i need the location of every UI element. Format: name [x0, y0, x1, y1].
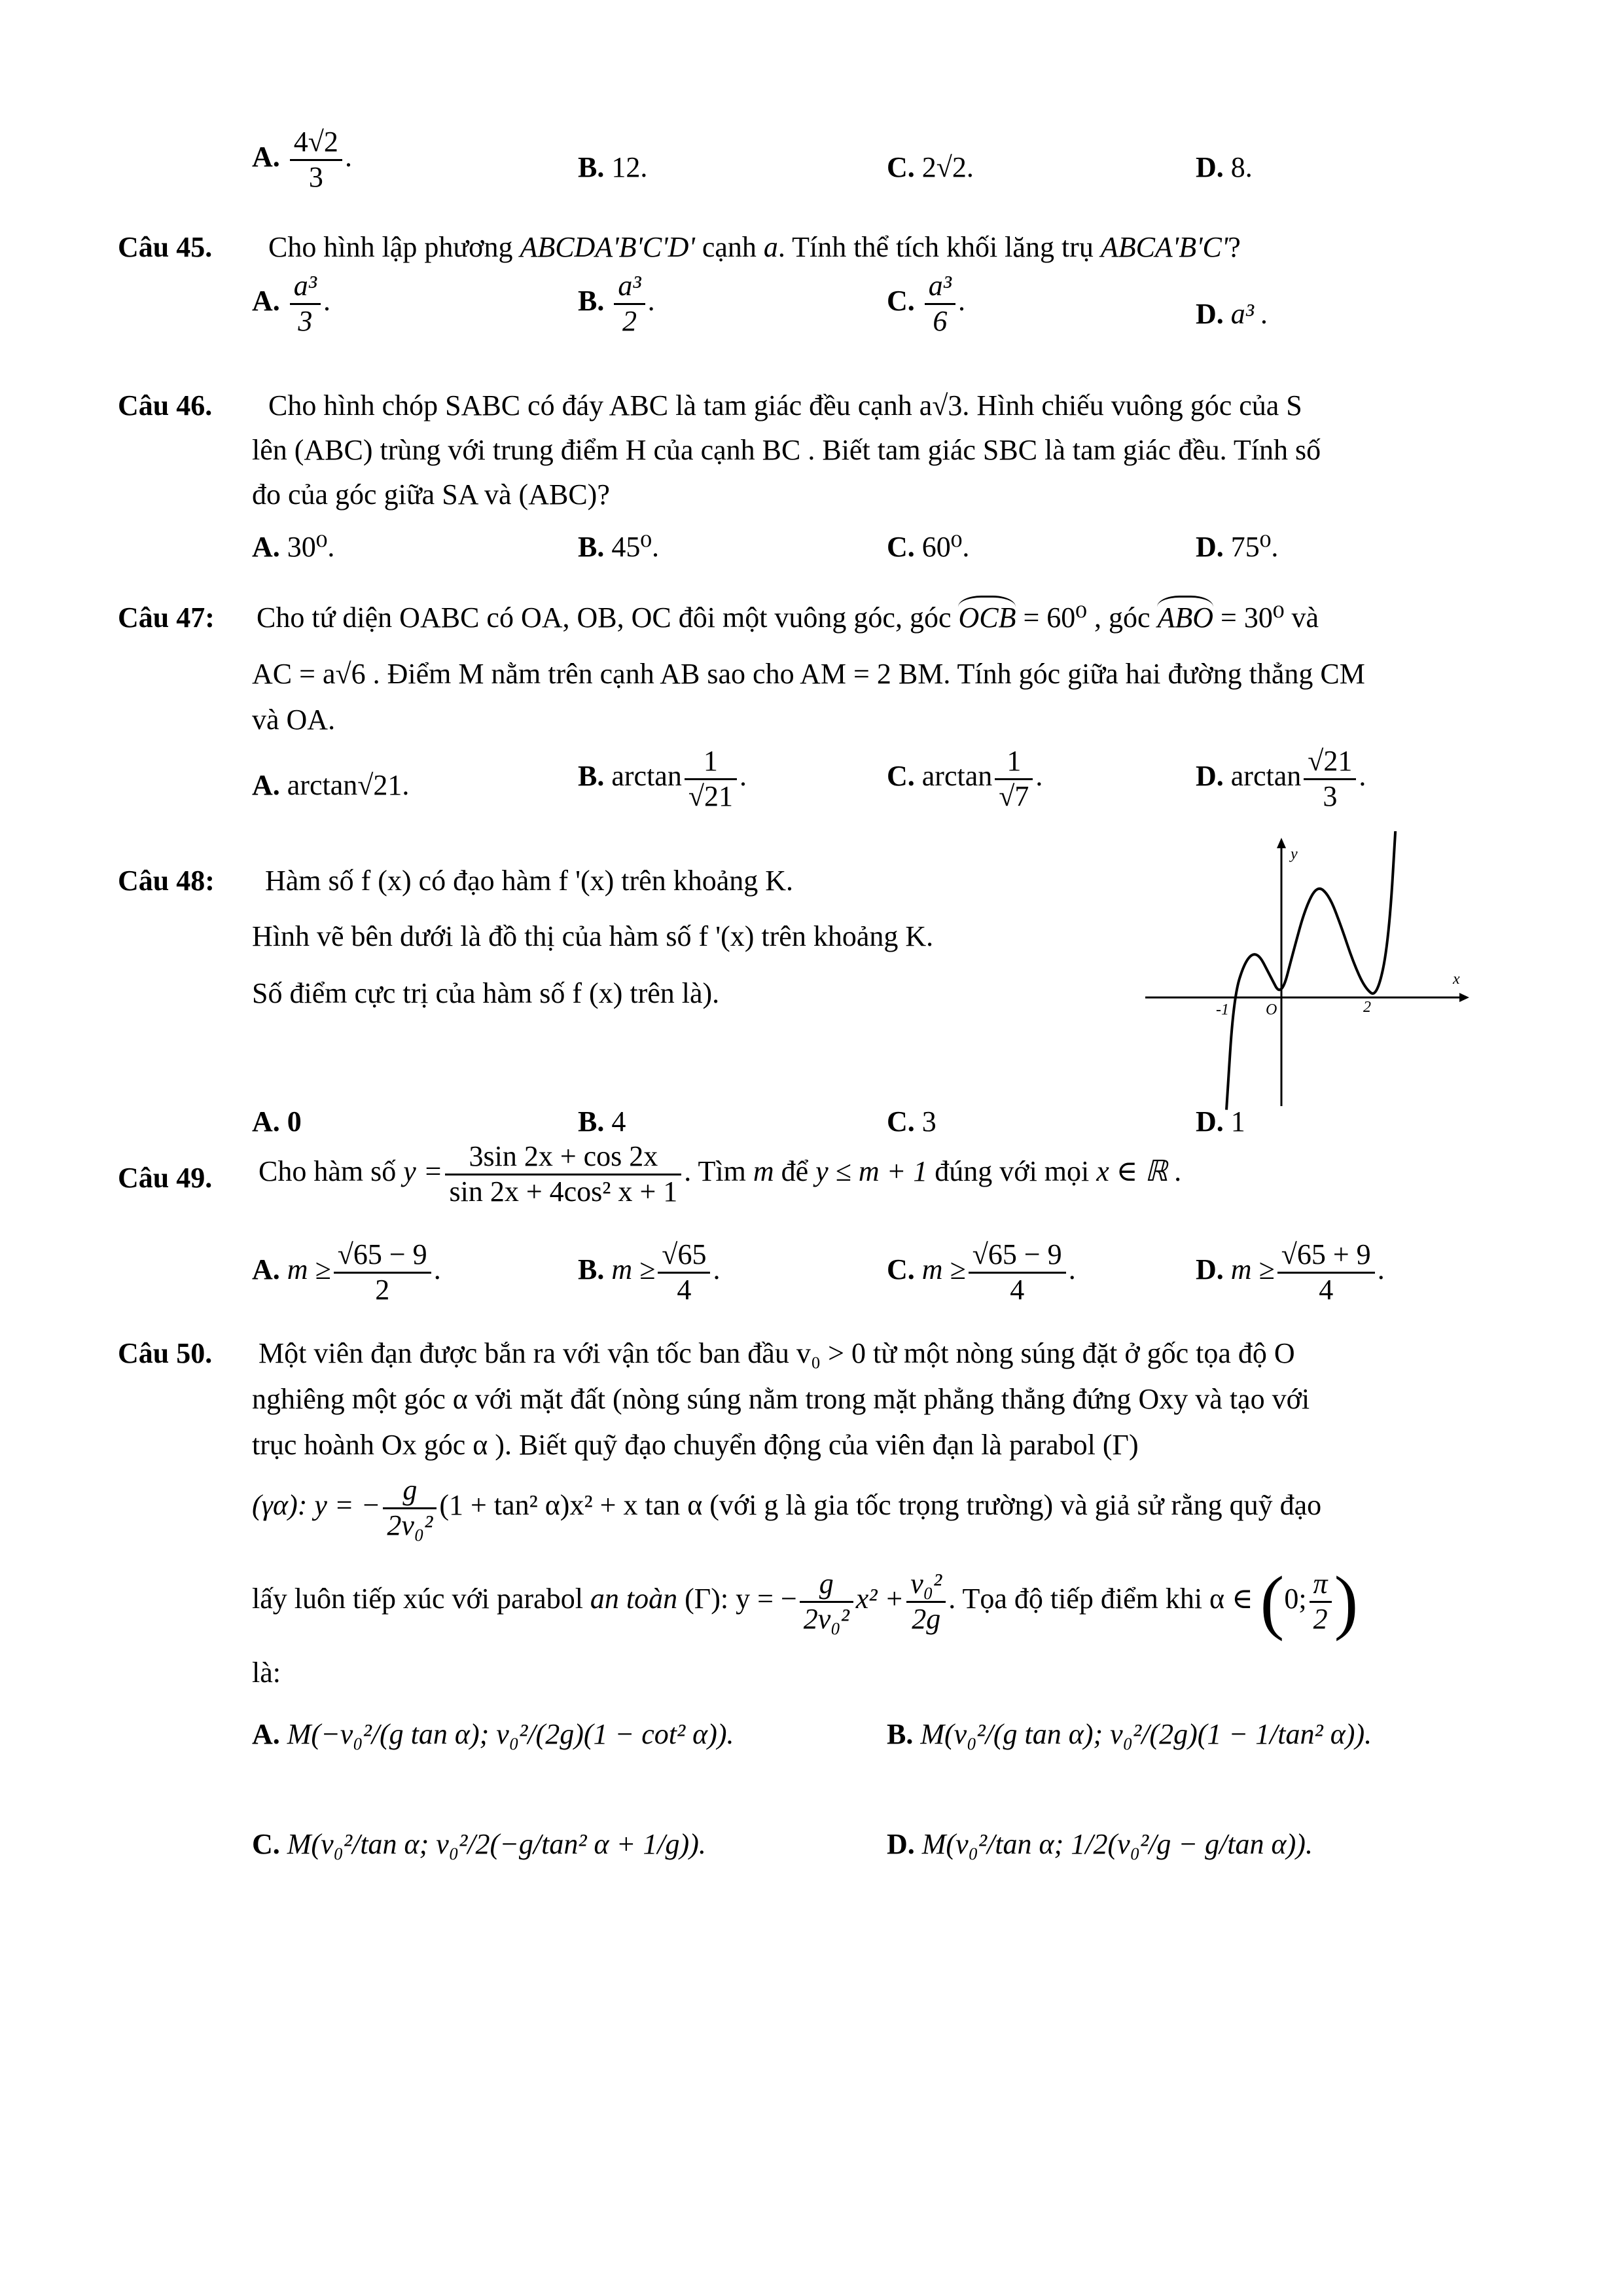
q50-number: Câu 50.	[118, 1337, 213, 1369]
derivative-curve	[1226, 831, 1397, 1110]
fraction: $\frac{\text{a³}}{6}$	[925, 270, 955, 338]
fraction: $\frac{1}{√21}$	[685, 745, 737, 813]
q49-stem: Cho hàm số y = $\frac{3\sin 2x + \cos 2x}{\text{sin 2x + 4cos² x + 1}}$ . Tìm m để y ≤ m + 1 đúng với mọi x ∈ ℝ .	[259, 1140, 1183, 1208]
q44-option-c[interactable]: C. 2√2.	[887, 151, 974, 183]
fraction: $\frac{g}{\text{2v₀²}}$	[383, 1474, 437, 1542]
q45-option-a[interactable]: A. $\frac{\text{a³}}{3}$ .	[252, 270, 330, 337]
q48-line-1: Hàm số f (x) có đạo hàm f '(x) trên khoảng K.	[265, 865, 794, 897]
fraction: $\frac{√21}{3}$	[1304, 745, 1356, 813]
y-axis-arrow-icon	[1277, 838, 1286, 848]
x-axis-label: x	[1453, 971, 1460, 988]
fraction: $\frac{\text{a³}}{3}$	[290, 270, 321, 338]
x-axis-arrow-icon	[1459, 993, 1469, 1002]
q45-option-d[interactable]: D. a³ .	[1196, 298, 1268, 330]
q48-option-c[interactable]: C. 3	[887, 1105, 936, 1138]
angle-abo: ABO	[1157, 596, 1213, 634]
q46-line-1: Cho hình chóp SABC có đáy ABC là tam giác đều cạnh a√3. Hình chiếu vuông góc của S	[268, 389, 1302, 422]
q49-option-c[interactable]: C. m ≥ $\frac{√65 - 9}{4}$ .	[887, 1238, 1076, 1306]
q46-line-2: lên (ABC) trùng với trung điểm H của cạnh BC . Biết tam giác SBC là tam giác đều. Tính số	[252, 434, 1321, 466]
x-tick-label: 2	[1363, 999, 1371, 1016]
q44-option-a[interactable]: A. $\frac{4√2}{3}$ .	[252, 126, 352, 193]
fraction: $\frac{\pi}{2}$	[1310, 1568, 1332, 1636]
q47-option-c[interactable]: C. arctan $\frac{1}{√7}$ .	[887, 745, 1043, 812]
q45-number: Câu 45.	[118, 231, 213, 263]
q46-option-d[interactable]: D. 75⁰.	[1196, 531, 1279, 563]
fraction: $\frac{√65}{4}$	[658, 1238, 710, 1306]
fraction: $\frac{4√2}{3}$	[290, 126, 342, 194]
q46-option-a[interactable]: A. 30⁰.	[252, 531, 335, 563]
q45-option-b[interactable]: B. $\frac{\text{a³}}{2}$ .	[578, 270, 655, 337]
q47-number: Câu 47:	[118, 601, 215, 634]
fraction: $\frac{\text{a³}}{2}$	[614, 270, 645, 338]
fraction: $\frac{√65 + 9}{4}$	[1277, 1238, 1375, 1306]
x-tick-label: -1	[1216, 1001, 1229, 1018]
q47-option-d[interactable]: D. arctan $\frac{√21}{3}$ .	[1196, 745, 1366, 812]
fraction: $\frac{√65 - 9}{2}$	[334, 1238, 431, 1306]
q47-option-b[interactable]: B. arctan $\frac{1}{√21}$ .	[578, 745, 747, 812]
angle-ocb: OCB	[958, 596, 1016, 634]
q47-option-a[interactable]: A. arctan√21.	[252, 769, 410, 801]
origin-label: O	[1266, 1001, 1277, 1018]
fraction: $\frac{1}{√7}$	[995, 745, 1033, 813]
q48-line-3: Số điểm cực trị của hàm số f (x) trên là).	[252, 977, 720, 1009]
q48-number: Câu 48:	[118, 865, 215, 897]
y-axis-label: y	[1291, 846, 1298, 863]
q50-line-4: (γα): y = − $\frac{g}{\text{2v₀²}}$ (1 + tan² α)x² + x tan α (với g là gia tốc trọng trường) và giả sử rằng quỹ đạo	[252, 1474, 1322, 1541]
q45-stem: Cho hình lập phương ABCDA'B'C'D' cạnh a. Tính thể tích khối lăng trụ ABCA'B'C'?	[268, 231, 1241, 263]
q47-line-3: và OA.	[252, 704, 336, 736]
q50-line-6: là:	[252, 1657, 281, 1689]
q50-option-d[interactable]: D. M(v₀²/tan α; 1/2(v₀²/g − g/tan α)).	[887, 1828, 1313, 1860]
q46-number: Câu 46.	[118, 389, 213, 422]
q48-line-2: Hình vẽ bên dưới là đồ thị của hàm số f '(x) trên khoảng K.	[252, 920, 934, 952]
q49-option-d[interactable]: D. m ≥ $\frac{√65 + 9}{4}$ .	[1196, 1238, 1385, 1306]
q50-option-c[interactable]: C. M(v₀²/tan α; v₀²/2(−g/tan² α + 1/g)).	[252, 1828, 706, 1860]
fraction: $\frac{\text{v₀²}}{2g}$	[906, 1568, 946, 1636]
q49-option-a[interactable]: A. m ≥ $\frac{√65 - 9}{2}$ .	[252, 1238, 441, 1306]
fraction: $\frac{g}{\text{2v₀²}}$	[800, 1568, 853, 1636]
q50-line-2: nghiêng một góc α với mặt đất (nòng súng nằm trong mặt phẳng thẳng đứng Oxy và tạo với	[252, 1383, 1310, 1415]
q50-line-5: lấy luôn tiếp xúc với parabol an toàn (Γ): y = − $\frac{g}{\text{2v₀²}}$ x² + $\frac{\text{v₀²}}{2g}$ . Tọa độ tiếp điểm khi α ∈ (0; $\frac{\pi}{2}$ )	[252, 1562, 1359, 1641]
q50-option-b[interactable]: B. M(v₀²/(g tan α); v₀²/(2g)(1 − 1/tan² α)).	[887, 1718, 1372, 1750]
fraction: $\frac{3\sin 2x + \cos 2x}{\text{sin 2x + 4cos² x + 1}}$	[445, 1140, 681, 1208]
derivative-graph	[1139, 831, 1479, 1119]
q45-option-c[interactable]: C. $\frac{\text{a³}}{6}$ .	[887, 270, 965, 337]
q47-line-1: Cho tứ diện OABC có OA, OB, OC đôi một vuông góc, góc OCB = 60⁰ , góc ABO = 30⁰ và	[257, 600, 1319, 636]
q46-option-c[interactable]: C. 60⁰.	[887, 531, 970, 563]
q46-option-b[interactable]: B. 45⁰.	[578, 531, 659, 563]
q44-option-d[interactable]: D. 8.	[1196, 151, 1253, 183]
q47-line-2: AC = a√6 . Điểm M nằm trên cạnh AB sao cho AM = 2 BM. Tính góc giữa hai đường thẳng CM	[252, 658, 1365, 690]
q50-line-1: Một viên đạn được bắn ra với vận tốc ban đầu v₀ > 0 từ một nòng súng đặt ở gốc tọa độ O	[259, 1337, 1295, 1369]
fraction: $\frac{√65 - 9}{4}$	[969, 1238, 1066, 1306]
q50-option-a[interactable]: A. M(−v₀²/(g tan α); v₀²/(2g)(1 − cot² α)).	[252, 1718, 734, 1750]
q49-option-b[interactable]: B. m ≥ $\frac{√65}{4}$ .	[578, 1238, 721, 1306]
q49-number: Câu 49.	[118, 1162, 213, 1194]
q46-line-3: đo của góc giữa SA và (ABC)?	[252, 478, 610, 511]
q48-option-a[interactable]: A. 0	[252, 1105, 302, 1138]
q48-option-b[interactable]: B. 4	[578, 1105, 626, 1138]
q50-line-3: trục hoành Ox góc α ). Biết quỹ đạo chuyển động của viên đạn là parabol (Γ)	[252, 1429, 1139, 1461]
q48-option-d[interactable]: D. 1	[1196, 1105, 1245, 1138]
option-label: A.	[252, 141, 280, 173]
q44-option-b[interactable]: B. 12.	[578, 151, 648, 183]
